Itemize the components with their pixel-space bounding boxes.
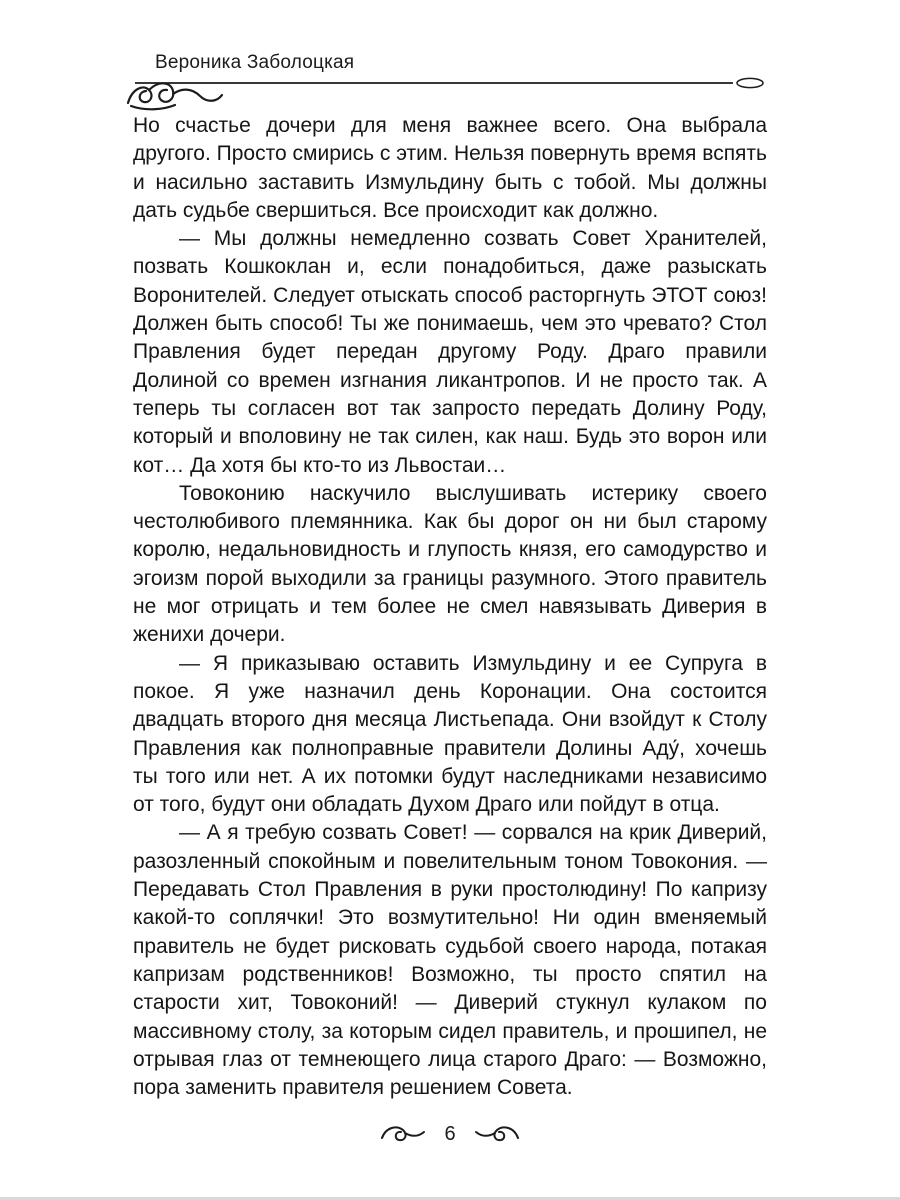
header-rule-icon — [133, 75, 767, 91]
page-number: 6 — [444, 1123, 456, 1145]
page-body — [133, 112, 767, 1102]
paragraph: — Мы должны немедленно созвать Совет Хранителей, позвать Кошкоклан и, если понадобиться, даже разыскать Воронителей. Следует отыскать способ расторгнуть ЭТОТ союз! Должен быть способ! Ты же понимаешь, чем это чревато? Стол Правления будет передан другому Роду. Драго правили Долиной со времен изгнания ликантропов. И не просто так. А теперь ты согласен вот так запросто передать Долину Роду, который и вполовину не так силен, как наш. Будь это ворон или кот… Да хотя бы кто-то из Львостаи… — [133, 227, 767, 477]
header-flourish-icon — [125, 79, 225, 113]
paragraph: Но счастье дочери для меня важнее всего. Она выбрала другого. Просто смирись с этим. Нельзя повернуть время вспять и насильно заставить Измульдину быть с тобой. Мы должны дать судьбе свершиться. Все происходит как должно. — [133, 114, 767, 222]
footer-flourish-right-icon — [474, 1123, 520, 1145]
author-name: Вероника Заболоцкая — [155, 52, 355, 73]
footer-flourish-left-icon — [380, 1123, 426, 1145]
page-header — [133, 52, 767, 91]
paragraph: — Я приказываю оставить Измульдину и ее Супруга в покое. Я уже назначил день Коронации. Она состоится двадцать второго дня месяца Листьепада. Они взойдут к Столу Правления как полноправные правители Долины Аду́, хочешь ты того или нет. А их потомки будут наследниками независимо от того, будут они обладать Духом Драго или пойдут в отца. — [133, 651, 767, 817]
page-footer — [0, 1118, 900, 1150]
paragraph: — А я требую созвать Совет! — сорвался на крик Диверий, разозленный спокойным и повелительным тоном Товокония. — Передавать Стол Правления в руки простолюдину! По капризу какой-то соплячки! Это возмутительно! Ни один вменяемый правитель не будет рисковать судьбой своего народа, потакая капризам родственников! Возможно, ты просто спятил на старости хит, Товоконий! — Диверий стукнул кулаком по массивному столу, за которым сидел правитель, и прошипел, не отрывая глаз от темнеющего лица старого Драго: — Возможно, пора заменить правителя решением Совета. — [133, 821, 767, 1100]
paragraph: Товоконию наскучило выслушивать истерику своего честолюбивого племянника. Как бы дорог он ни был старому королю, недальновидность и глупость князя, его самодурство и эгоизм порой выходили за границы разумного. Этого правитель не мог отрицать и тем более не смел навязывать Диверия в женихи дочери. — [133, 481, 767, 647]
